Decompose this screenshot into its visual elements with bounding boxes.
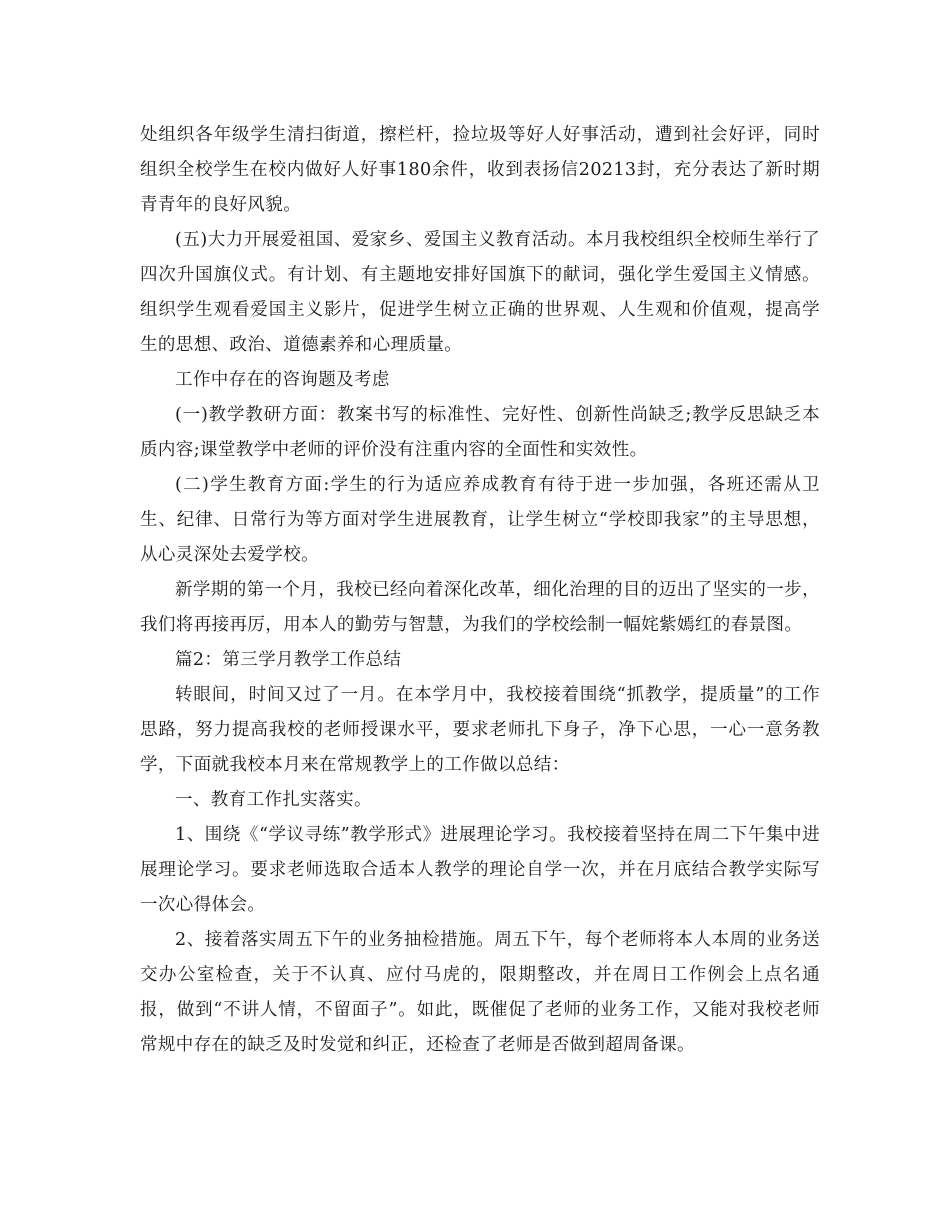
paragraph-conclusion: 新学期的第一个月，我校已经向着深化改革，细化治理的目的迈出了坚实的一步，我们将再接再厉，用本人的勤劳与智慧，为我们的学校绘制一幅姹紫嫣红的春景图。 (140, 580, 820, 635)
paragraph-teaching-research: (一)教学教研方面：教案书写的标准性、完好性、创新性尚缺乏;教学反思缺乏本质内容;课堂教学中老师的评价没有注重内容的全面性和实效性。 (140, 405, 820, 460)
article-title: 篇2：第三学月教学工作总结 (175, 650, 402, 670)
paragraph-intro: 转眼间，时间又过了一月。在本学月中，我校接着围绕“抓教学，提质量”的工作思路，努力提高我校的老师授课水平，要求老师扎下身子，净下心思，一心一意务教学，下面就我校本月来在常规教学上的工作做以总结： (140, 685, 820, 775)
document-body (140, 118, 820, 1063)
paragraph-1: 处组织各年级学生清扫街道，擦栏杆，捡垃圾等好人好事活动，遭到社会好评，同时组织全校学生在校内做好人好事180余件，收到表扬信20213封，充分表达了新时期青青年的良好风貌。 (140, 125, 820, 215)
section-heading-problems: 工作中存在的咨询题及考虑 (175, 370, 390, 390)
paragraph-item-1: 1、围绕《“学议寻练”教学形式》进展理论学习。我校接着坚持在周二下午集中进展理论学习。要求老师选取合适本人教学的理论自学一次，并在月底结合教学实际写一次心得体会。 (140, 825, 820, 915)
section-heading-education: 一、教育工作扎实落实。 (175, 790, 372, 810)
paragraph-item-2: 2、接着落实周五下午的业务抽检措施。周五下午，每个老师将本人本周的业务送交办公室检查，关于不认真、应付马虎的，限期整改，并在周日工作例会上点名通报，做到“不讲人情，不留面子”。如此，既催促了老师的业务工作，又能对我校老师常规中存在的缺乏及时发觉和纠正，还检查了老师是否做到超周备课。 (140, 930, 820, 1055)
paragraph-2: (五)大力开展爱祖国、爱家乡、爱国主义教育活动。本月我校组织全校师生举行了四次升国旗仪式。有计划、有主题地安排好国旗下的献词，强化学生爱国主义情感。组织学生观看爱国主义影片，促进学生树立正确的世界观、人生观和价值观，提高学生的思想、政治、道德素养和心理质量。 (140, 230, 820, 355)
paragraph-student-education: (二)学生教育方面:学生的行为适应养成教育有待于进一步加强，各班还需从卫生、纪律、日常行为等方面对学生进展教育，让学生树立“学校即我家”的主导思想，从心灵深处去爱学校。 (140, 475, 820, 565)
